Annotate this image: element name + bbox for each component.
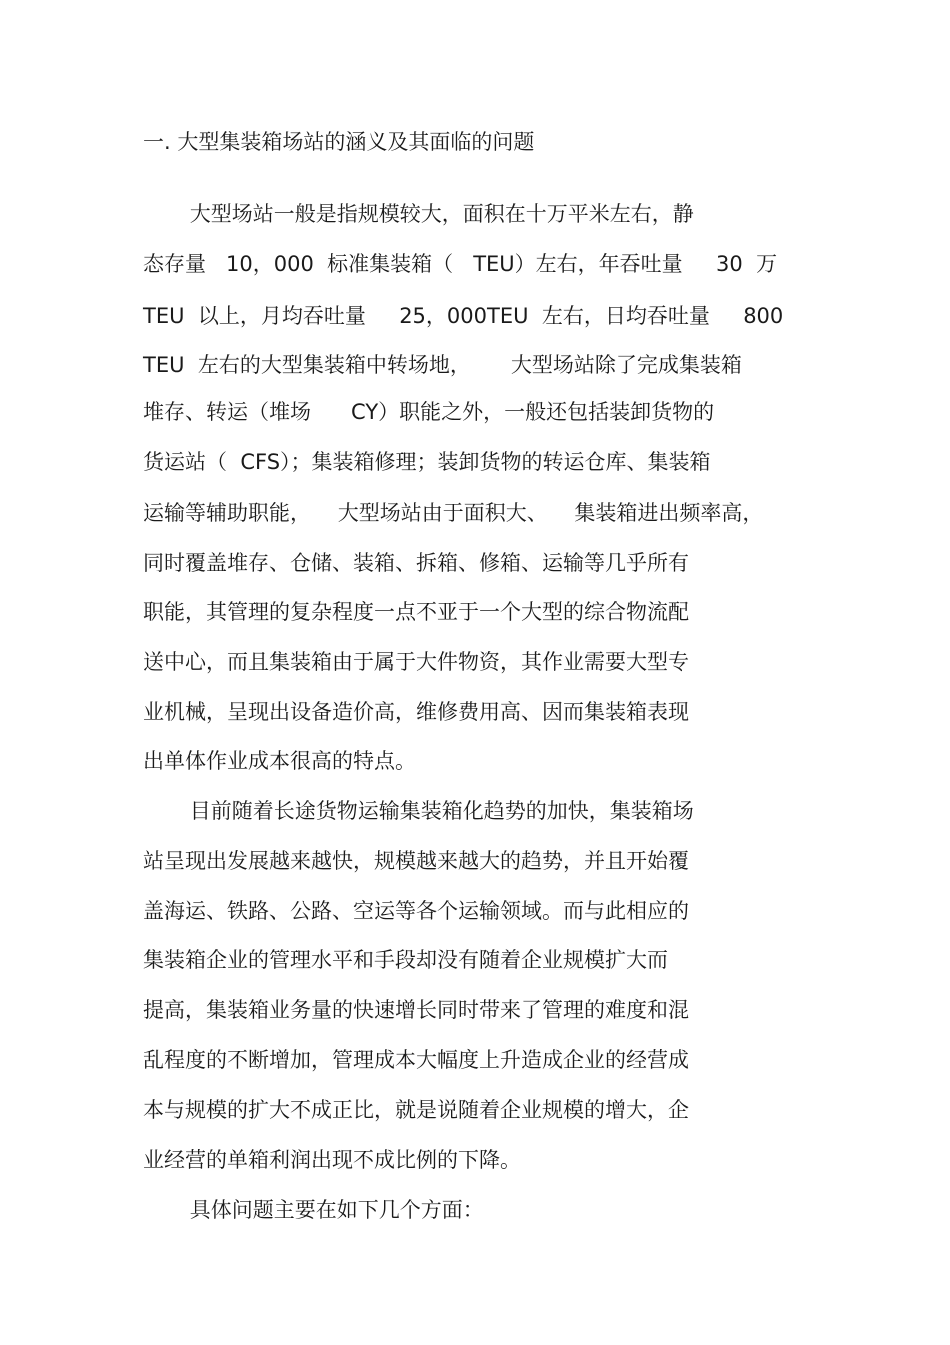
text-line: 态存量 10，000 标准集装箱（ TEU）左右，年吞吐量 30 万	[143, 252, 778, 276]
text-line: 同时覆盖堆存、仓储、装箱、拆箱、修箱、运输等几乎所有	[143, 551, 689, 575]
text-line: 出单体作业成本很高的特点。	[143, 749, 416, 773]
text-line: 提高，集装箱业务量的快速增长同时带来了管理的难度和混	[143, 998, 689, 1022]
text-line: 盖海运、铁路、公路、空运等各个运输领域。而与此相应的	[143, 899, 689, 923]
text-line: 站呈现出发展越来越快，规模越来越大的趋势，并且开始覆	[143, 849, 689, 873]
text-line: 乱程度的不断增加，管理成本大幅度上升造成企业的经营成	[143, 1048, 689, 1072]
text-line: 业机械，呈现出设备造价高，维修费用高、因而集装箱表现	[143, 700, 689, 724]
text-line: 运输等辅助职能， 大型场站由于面积大、 集装箱进出频率高，	[143, 501, 764, 525]
text-line: 货运站（ CFS）；集装箱修理；装卸货物的转运仓库、集装箱	[143, 450, 711, 474]
text-line: TEU 以上，月均吞吐量 25，000TEU 左右，日均吞吐量 800	[143, 304, 784, 328]
text-line: 具体问题主要在如下几个方面：	[143, 1198, 484, 1222]
section-heading: 一. 大型集装箱场站的涵义及其面临的问题	[143, 130, 535, 154]
text-line: 堆存、转运（堆场 CY）职能之外，一般还包括装卸货物的	[143, 400, 715, 424]
text-line: 职能，其管理的复杂程度一点不亚于一个大型的综合物流配	[143, 600, 689, 624]
text-line: 送中心，而且集装箱由于属于大件物资，其作业需要大型专	[143, 650, 689, 674]
text-line: 集装箱企业的管理水平和手段却没有随着企业规模扩大而	[143, 948, 668, 972]
text-line: 业经营的单箱利润出现不成比例的下降。	[143, 1148, 521, 1172]
text-line: 目前随着长途货物运输集装箱化趋势的加快，集装箱场	[143, 799, 694, 823]
text-line: TEU 左右的大型集装箱中转场地， 大型场站除了完成集装箱	[143, 353, 742, 377]
text-line: 大型场站一般是指规模较大，面积在十万平米左右，静	[143, 202, 694, 226]
text-line: 本与规模的扩大不成正比，就是说随着企业规模的增大，企	[143, 1098, 689, 1122]
